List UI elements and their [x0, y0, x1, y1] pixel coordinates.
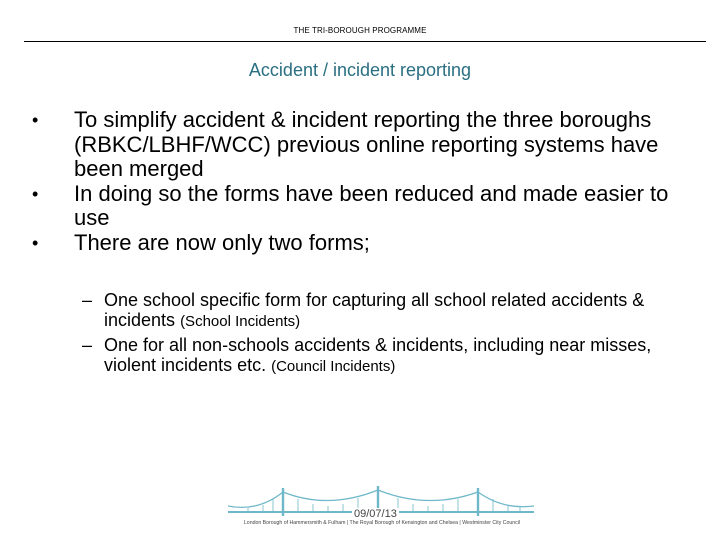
bullet-item [32, 182, 672, 231]
header-divider [24, 41, 706, 42]
header-label: THE TRI-BOROUGH PROGRAMME [293, 26, 427, 35]
slide-date: 09/07/13 [354, 508, 397, 520]
bullet-list [32, 108, 672, 255]
bullet-text: To simplify accident & incident reporting the three boroughs (RBKC/LBHF/WCC) previous online reporting systems have been merged [74, 107, 659, 181]
sub-bullet-text: One school specific form for capturing all school related accidents & incidents [104, 290, 645, 330]
dash-icon: – [82, 335, 93, 355]
bullet-text: In doing so the forms have been reduced and made easier to use [74, 180, 669, 230]
bullet-dot-icon: • [32, 110, 39, 130]
sub-bullet-item [82, 290, 682, 332]
bullet-text: There are now only two forms; [74, 229, 370, 255]
sub-bullet-list [82, 290, 682, 380]
sub-bullet-item [82, 335, 682, 377]
dash-icon: – [82, 290, 93, 310]
form-name-tag: (Council Incidents) [271, 358, 396, 375]
bullet-item [32, 231, 672, 256]
bullet-dot-icon: • [32, 232, 39, 253]
bullet-dot-icon: • [32, 183, 39, 204]
sub-bullet-text: One for all non-schools accidents & incidents, including near misses, violent incidents etc. [104, 335, 652, 375]
footer-caption: London Borough of Hammersmith & Fulham | The Royal Borough of Kensington and Chelsea | Westminster City Council [243, 520, 521, 526]
form-name-tag: (School Incidents) [180, 313, 301, 330]
slide-title: Accident / incident reporting [248, 60, 472, 80]
bullet-item [32, 108, 672, 182]
